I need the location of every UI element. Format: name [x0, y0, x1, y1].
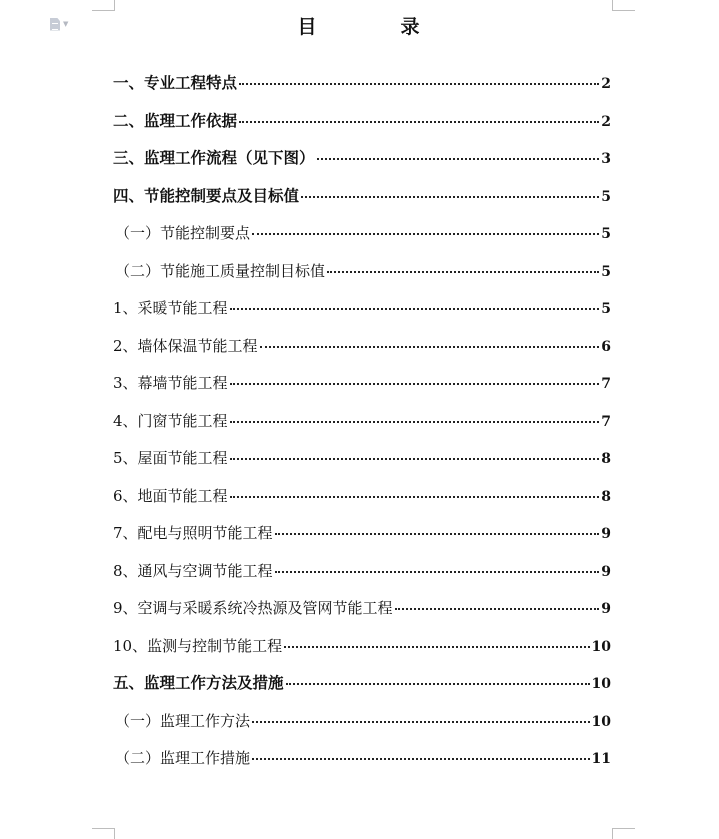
toc-entry-label: 9、空调与采暖系统冷热源及管网节能工程 [113, 599, 393, 617]
toc-entry[interactable] [113, 110, 611, 148]
toc-entry[interactable] [113, 372, 611, 410]
toc-entry-page-number: 9 [601, 563, 611, 580]
toc-entry[interactable] [113, 185, 611, 223]
toc-entry[interactable] [113, 597, 611, 635]
page-corner-mark-bottom-left [92, 828, 115, 839]
toc-entry[interactable] [113, 297, 611, 335]
page-corner-mark-bottom-right [612, 828, 635, 839]
toc-entry[interactable] [113, 260, 611, 298]
toc-entry-label: 5、屋面节能工程 [113, 449, 228, 467]
toc-entry-label: （二）节能施工质量控制目标值 [115, 261, 326, 280]
toc-entry[interactable] [113, 747, 611, 785]
dot-leader [252, 758, 590, 760]
toc-entry-label: 四、节能控制要点及目标值 [113, 185, 300, 205]
toc-entry[interactable] [113, 447, 611, 485]
toc-entry-label: 三、监理工作流程（见下图） [113, 148, 315, 167]
toc-entry-page-number: 6 [601, 338, 611, 355]
toc-entry[interactable] [113, 335, 611, 373]
dot-leader [230, 383, 600, 385]
dot-leader [275, 571, 600, 573]
toc-entry-page-number: 2 [601, 76, 611, 92]
toc-entry-page-number: 5 [601, 301, 611, 317]
toc-entry[interactable] [113, 147, 611, 185]
toc-entry-label: 10、监测与控制节能工程 [113, 636, 283, 655]
dot-leader [286, 683, 590, 685]
dot-leader [395, 608, 600, 610]
toc-entry-page-number: 9 [601, 526, 611, 542]
dot-leader [327, 271, 599, 273]
dot-leader [252, 721, 590, 723]
page-corner-mark-top-left [92, 0, 115, 11]
toc-entry-label: 4、门窗节能工程 [113, 411, 228, 430]
toc-entry-label: （一）监理工作方法 [115, 711, 251, 730]
toc-entry[interactable] [113, 222, 611, 260]
toc-entry[interactable] [113, 710, 611, 748]
toc-entry-label: （一）节能控制要点 [115, 224, 251, 242]
toc-entry-page-number: 2 [601, 113, 611, 130]
toc-entry-page-number: 7 [601, 413, 611, 430]
toc-entry-page-number: 7 [601, 376, 611, 392]
dot-leader [239, 83, 599, 85]
toc-entry-page-number: 3 [601, 151, 611, 167]
toc-entry-label: 2、墙体保温节能工程 [113, 336, 258, 355]
toc-entry-page-number: 10 [591, 638, 611, 655]
toc-entry[interactable] [113, 560, 611, 598]
toc-entry-label: （二）监理工作措施 [115, 749, 251, 767]
toc-title [0, 12, 719, 39]
dot-leader [252, 233, 599, 235]
toc-entry-label: 6、地面节能工程 [113, 486, 228, 505]
dot-leader [317, 158, 600, 160]
dot-leader [239, 121, 599, 123]
toc-entry-page-number: 10 [591, 676, 611, 692]
page-corner-mark-top-right [612, 0, 635, 11]
toc-entry[interactable] [113, 635, 611, 673]
caret-down-icon: ▼ [63, 20, 69, 28]
dot-leader [230, 308, 600, 310]
toc-entry[interactable] [113, 522, 611, 560]
toc-entry-page-number: 8 [601, 488, 611, 505]
dot-leader [230, 458, 600, 460]
dot-leader [284, 646, 589, 648]
toc-title-left: 目 [297, 16, 319, 38]
toc-entry-label: 二、监理工作依据 [113, 110, 238, 130]
toc-entry[interactable] [113, 485, 611, 523]
toc-entry[interactable] [113, 72, 611, 110]
toc-entry-page-number: 5 [601, 188, 611, 205]
toc-entry-page-number: 8 [601, 451, 611, 467]
toc-entry-label: 7、配电与照明节能工程 [113, 524, 273, 542]
table-of-contents [113, 72, 611, 785]
toc-title-right: 录 [400, 16, 422, 38]
dot-leader [230, 421, 600, 423]
toc-entry[interactable] [113, 410, 611, 448]
toc-entry-page-number: 5 [601, 263, 611, 280]
toc-entry-label: 1、采暖节能工程 [113, 299, 228, 317]
dot-leader [230, 496, 600, 498]
toc-entry-label: 8、通风与空调节能工程 [113, 561, 273, 580]
toc-entry-page-number: 9 [601, 601, 611, 617]
dot-leader [275, 533, 600, 535]
dot-leader [301, 196, 599, 198]
toc-entry-label: 一、专业工程特点 [113, 73, 238, 92]
toc-entry-label: 3、幕墙节能工程 [113, 374, 228, 392]
toc-entry-page-number: 5 [601, 226, 611, 242]
toc-entry[interactable] [113, 672, 611, 710]
toc-entry-page-number: 10 [591, 713, 611, 730]
toc-entry-label: 五、监理工作方法及措施 [113, 673, 284, 692]
dot-leader [260, 346, 600, 348]
toc-entry-page-number: 11 [591, 751, 611, 767]
